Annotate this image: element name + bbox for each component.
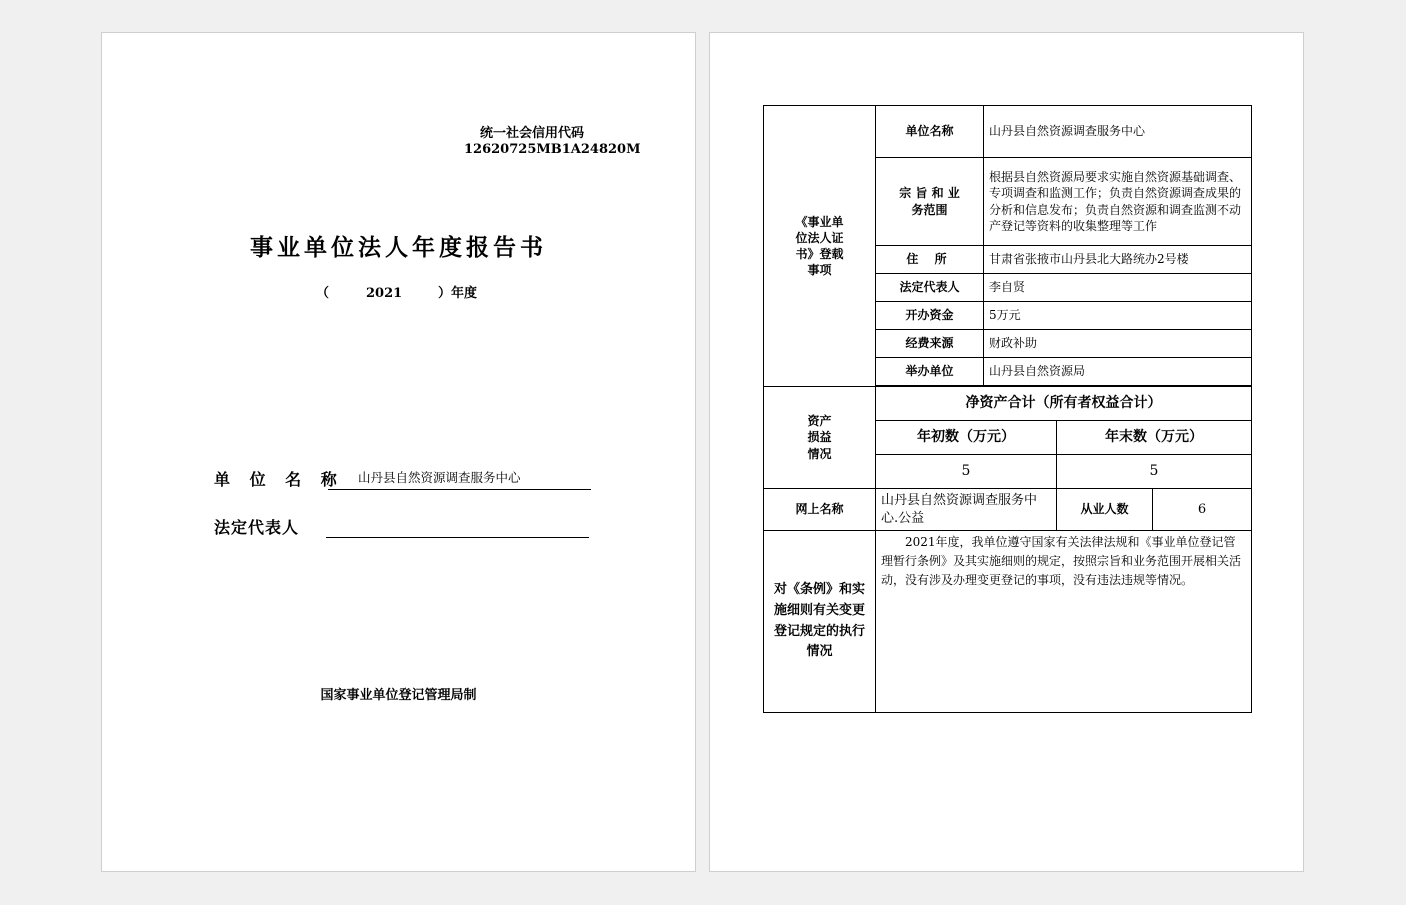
table-row (764, 387, 1252, 421)
report-year: 2021 (366, 286, 403, 301)
end-value: 5 (1057, 455, 1252, 489)
year-open-paren: （ (316, 286, 330, 301)
report-table (763, 105, 1252, 713)
cover-title: 事业单位法人年度报告书 (250, 234, 547, 261)
net-assets-label: 净资产合计（所有者权益合计） (876, 387, 1252, 421)
compliance-text: 2021年度，我单位遵守国家有关法律法规和《事业单位登记管理暂行条例》及其实施细则的规定，按照宗旨和业务范围开展相关活动，没有涉及办理变更登记的事项，没有违法违规等情况。 (876, 531, 1252, 713)
purpose-label: 宗 旨 和 业务范围 (876, 158, 984, 246)
issuer-text: 国家事业单位登记管理局制 (320, 688, 477, 703)
unit-name-row (214, 467, 591, 490)
assets-section-label: 资产损益情况 (764, 387, 876, 489)
table-row (764, 531, 1252, 713)
address-value: 甘肃省张掖市山丹县北大路统办2号楼 (984, 246, 1252, 274)
credit-code-value: 12620725MB1A24820M (464, 142, 641, 157)
capital-label: 开办资金 (876, 302, 984, 330)
legal-rep-label: 法定代表人 (214, 518, 300, 537)
legal-rep-field (326, 516, 589, 538)
end-label: 年末数（万元） (1057, 421, 1252, 455)
staff-count: 6 (1153, 489, 1252, 531)
address-label: 住 所 (876, 246, 984, 274)
staff-label: 从业人数 (1057, 489, 1153, 531)
unit-name-label: 单位名称 (876, 106, 984, 158)
begin-label: 年初数（万元） (876, 421, 1057, 455)
online-name-value: 山丹县自然资源调查服务中心.公益 (876, 489, 1057, 531)
legal-rep-row (214, 515, 589, 538)
report-year-line (316, 282, 477, 301)
table-row (764, 489, 1252, 531)
capital-value: 5万元 (984, 302, 1252, 330)
year-suffix: ）年度 (438, 286, 478, 301)
funding-label: 经费来源 (876, 330, 984, 358)
certificate-section-label: 《事业单位法人证书》登载事项 (764, 106, 876, 387)
table-row (764, 106, 1252, 158)
cover-page (101, 32, 696, 872)
purpose-value: 根据县自然资源局要求实施自然资源基础调查、专项调查和监测工作；负责自然资源调查成果的分析和信息发布；负责自然资源和调查监测不动产登记等资料的收集整理等工作 (984, 158, 1252, 246)
online-name-label: 网上名称 (764, 489, 876, 531)
funding-value: 财政补助 (984, 330, 1252, 358)
begin-value: 5 (876, 455, 1057, 489)
legal-rep-label: 法定代表人 (876, 274, 984, 302)
credit-code-label: 统一社会信用代码 (480, 126, 585, 141)
unit-name-label: 单 位 名 称 (214, 470, 344, 489)
legal-rep-value: 李自贤 (984, 274, 1252, 302)
unit-name-value: 山丹县自然资源调查服务中心 (984, 106, 1252, 158)
unit-name-field: 山丹县自然资源调查服务中心 (328, 468, 591, 490)
compliance-label: 对《条例》和实施细则有关变更登记规定的执行情况 (764, 531, 876, 713)
sponsor-value: 山丹县自然资源局 (984, 358, 1252, 386)
report-page (709, 32, 1304, 872)
sponsor-label: 举办单位 (876, 358, 984, 386)
